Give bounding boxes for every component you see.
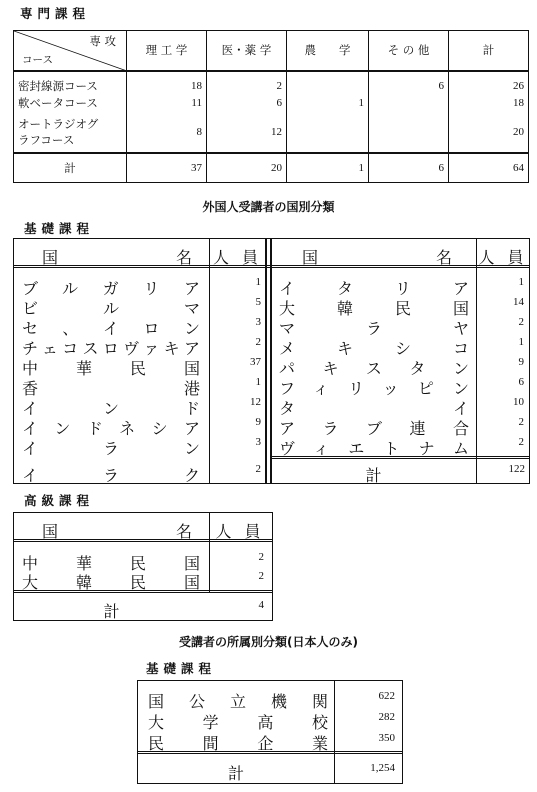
table-cell: [369, 94, 449, 113]
country-name: ビルマ: [22, 299, 200, 318]
table-cell: 26: [513, 79, 524, 92]
country-count: 2: [258, 551, 264, 563]
country-count: 2: [518, 436, 524, 448]
kiso-country-table: [13, 238, 530, 484]
country-name: ブルガリア: [22, 279, 200, 298]
col-header-country-right: 国 名: [302, 248, 452, 267]
country-count: 2: [255, 463, 261, 475]
country-name: イタリア: [279, 279, 469, 298]
country-name: 中華民国: [22, 359, 200, 378]
col-header-country: 国 名: [42, 522, 192, 541]
section-heading-senmon: 専門課程: [20, 6, 91, 21]
country-name: マラヤ: [279, 319, 469, 338]
table-cell: 11: [127, 94, 207, 113]
col-header-count-right: 人 員: [478, 248, 528, 267]
total-cell: 20: [207, 153, 287, 183]
country-name: イラン: [22, 439, 200, 458]
country-name: セ、イロン: [22, 319, 200, 338]
country-count: 12: [250, 396, 261, 408]
section-heading-kiso-japanese: 基礎課程: [146, 661, 217, 676]
country-name: インド: [22, 399, 200, 418]
country-count: 2: [255, 336, 261, 348]
country-count: 1: [518, 336, 524, 348]
affiliation-count: 282: [378, 711, 395, 723]
row-label: [14, 113, 127, 153]
affiliation-count: 622: [378, 690, 395, 702]
country-count: 3: [255, 316, 261, 328]
table-cell: [287, 71, 369, 94]
caption-by-country: 外国人受講者の国別分類: [202, 200, 335, 214]
country-count: 1: [255, 276, 261, 288]
table-cell: [287, 113, 369, 153]
row-label-line1: オートラジオグ: [18, 117, 99, 131]
senmon-course-table: [13, 30, 529, 183]
col-header-iyakugaku: 医・薬 学: [207, 31, 287, 71]
country-count: 2: [518, 316, 524, 328]
country-name: 大韓民国: [279, 299, 469, 318]
table-cell: 2: [207, 71, 287, 94]
caption-by-affiliation: 受講者の所属別分類(日本人のみ): [179, 635, 358, 649]
total-cell: 6: [369, 153, 449, 183]
table-cell: 6: [369, 71, 449, 94]
col-header-nougaku: 農 学: [287, 31, 369, 71]
country-count: 1: [255, 376, 261, 388]
country-count: 37: [250, 356, 261, 368]
col-header-count-left: 人 員: [212, 248, 263, 267]
table-cell: 20: [513, 126, 524, 138]
diag-top-label: 専 攻: [89, 34, 116, 48]
section-heading-kiso: 基礎課程: [24, 221, 95, 236]
affiliation-name: 大学高校: [148, 713, 328, 732]
total-cell: 37: [127, 153, 207, 183]
section-heading-koukyuu: 高級課程: [24, 493, 95, 508]
total-cell: 64: [513, 161, 524, 174]
country-count: 2: [258, 570, 264, 582]
country-count: 14: [513, 296, 524, 308]
total-label: 計: [14, 153, 127, 183]
affiliation-table: [137, 680, 403, 784]
total-label: 計: [227, 764, 244, 783]
col-header-country-left: 国 名: [42, 248, 192, 267]
country-name: チェコスロヴァキア: [22, 339, 200, 358]
total-count: 1,254: [370, 762, 395, 774]
country-count: 3: [255, 436, 261, 448]
total-label: 計: [103, 602, 120, 621]
country-count: 6: [518, 376, 524, 388]
country-name: タイ: [279, 399, 469, 418]
country-count: 1: [518, 276, 524, 288]
country-name: イラク: [22, 466, 200, 485]
country-name: メキシコ: [279, 339, 469, 358]
country-count: 10: [513, 396, 524, 408]
koukyuu-country-table: [13, 512, 273, 621]
country-count: 5: [255, 296, 261, 308]
affiliation-count: 350: [378, 732, 395, 744]
col-header-sonota: そ の 他: [369, 31, 449, 71]
country-count: 9: [255, 416, 261, 428]
col-header-total: 計: [482, 43, 495, 58]
country-count: 2: [518, 416, 524, 428]
row-label: 軟ベータコース: [14, 94, 127, 113]
table-cell: 8: [127, 113, 207, 153]
total-count: 4: [258, 599, 264, 611]
diagonal-header-cell: [14, 31, 127, 71]
country-name: パキスタン: [279, 359, 469, 378]
table-cell: 12: [207, 113, 287, 153]
row-label-line2: ラフコース: [18, 133, 75, 147]
table-cell: 6: [207, 94, 287, 113]
country-count: 9: [518, 356, 524, 368]
table-cell: 18: [513, 97, 524, 109]
country-name: ヴィエトナム: [279, 439, 469, 458]
table-cell: 1: [287, 94, 369, 113]
country-name: 香港: [22, 379, 200, 398]
row-label: 密封線源コース: [14, 71, 127, 94]
total-label: 計: [365, 466, 382, 485]
total-cell: 1: [287, 153, 369, 183]
col-header-rikougaku: 理 工 学: [127, 31, 207, 71]
country-name: フィリッピン: [279, 379, 469, 398]
affiliation-name: 民間企業: [148, 734, 328, 753]
total-count: 122: [508, 463, 525, 475]
col-header-count: 人 員: [215, 522, 265, 541]
diag-bottom-label: コース: [22, 53, 53, 66]
country-name: 中華民国: [22, 554, 200, 573]
table-cell: [369, 113, 449, 153]
country-name: アラブ連合: [279, 419, 469, 438]
country-name: 大韓民国: [22, 573, 200, 592]
country-name: インドネシア: [22, 419, 200, 438]
affiliation-name: 国公立機関: [148, 692, 328, 711]
table-cell: 18: [127, 71, 207, 94]
